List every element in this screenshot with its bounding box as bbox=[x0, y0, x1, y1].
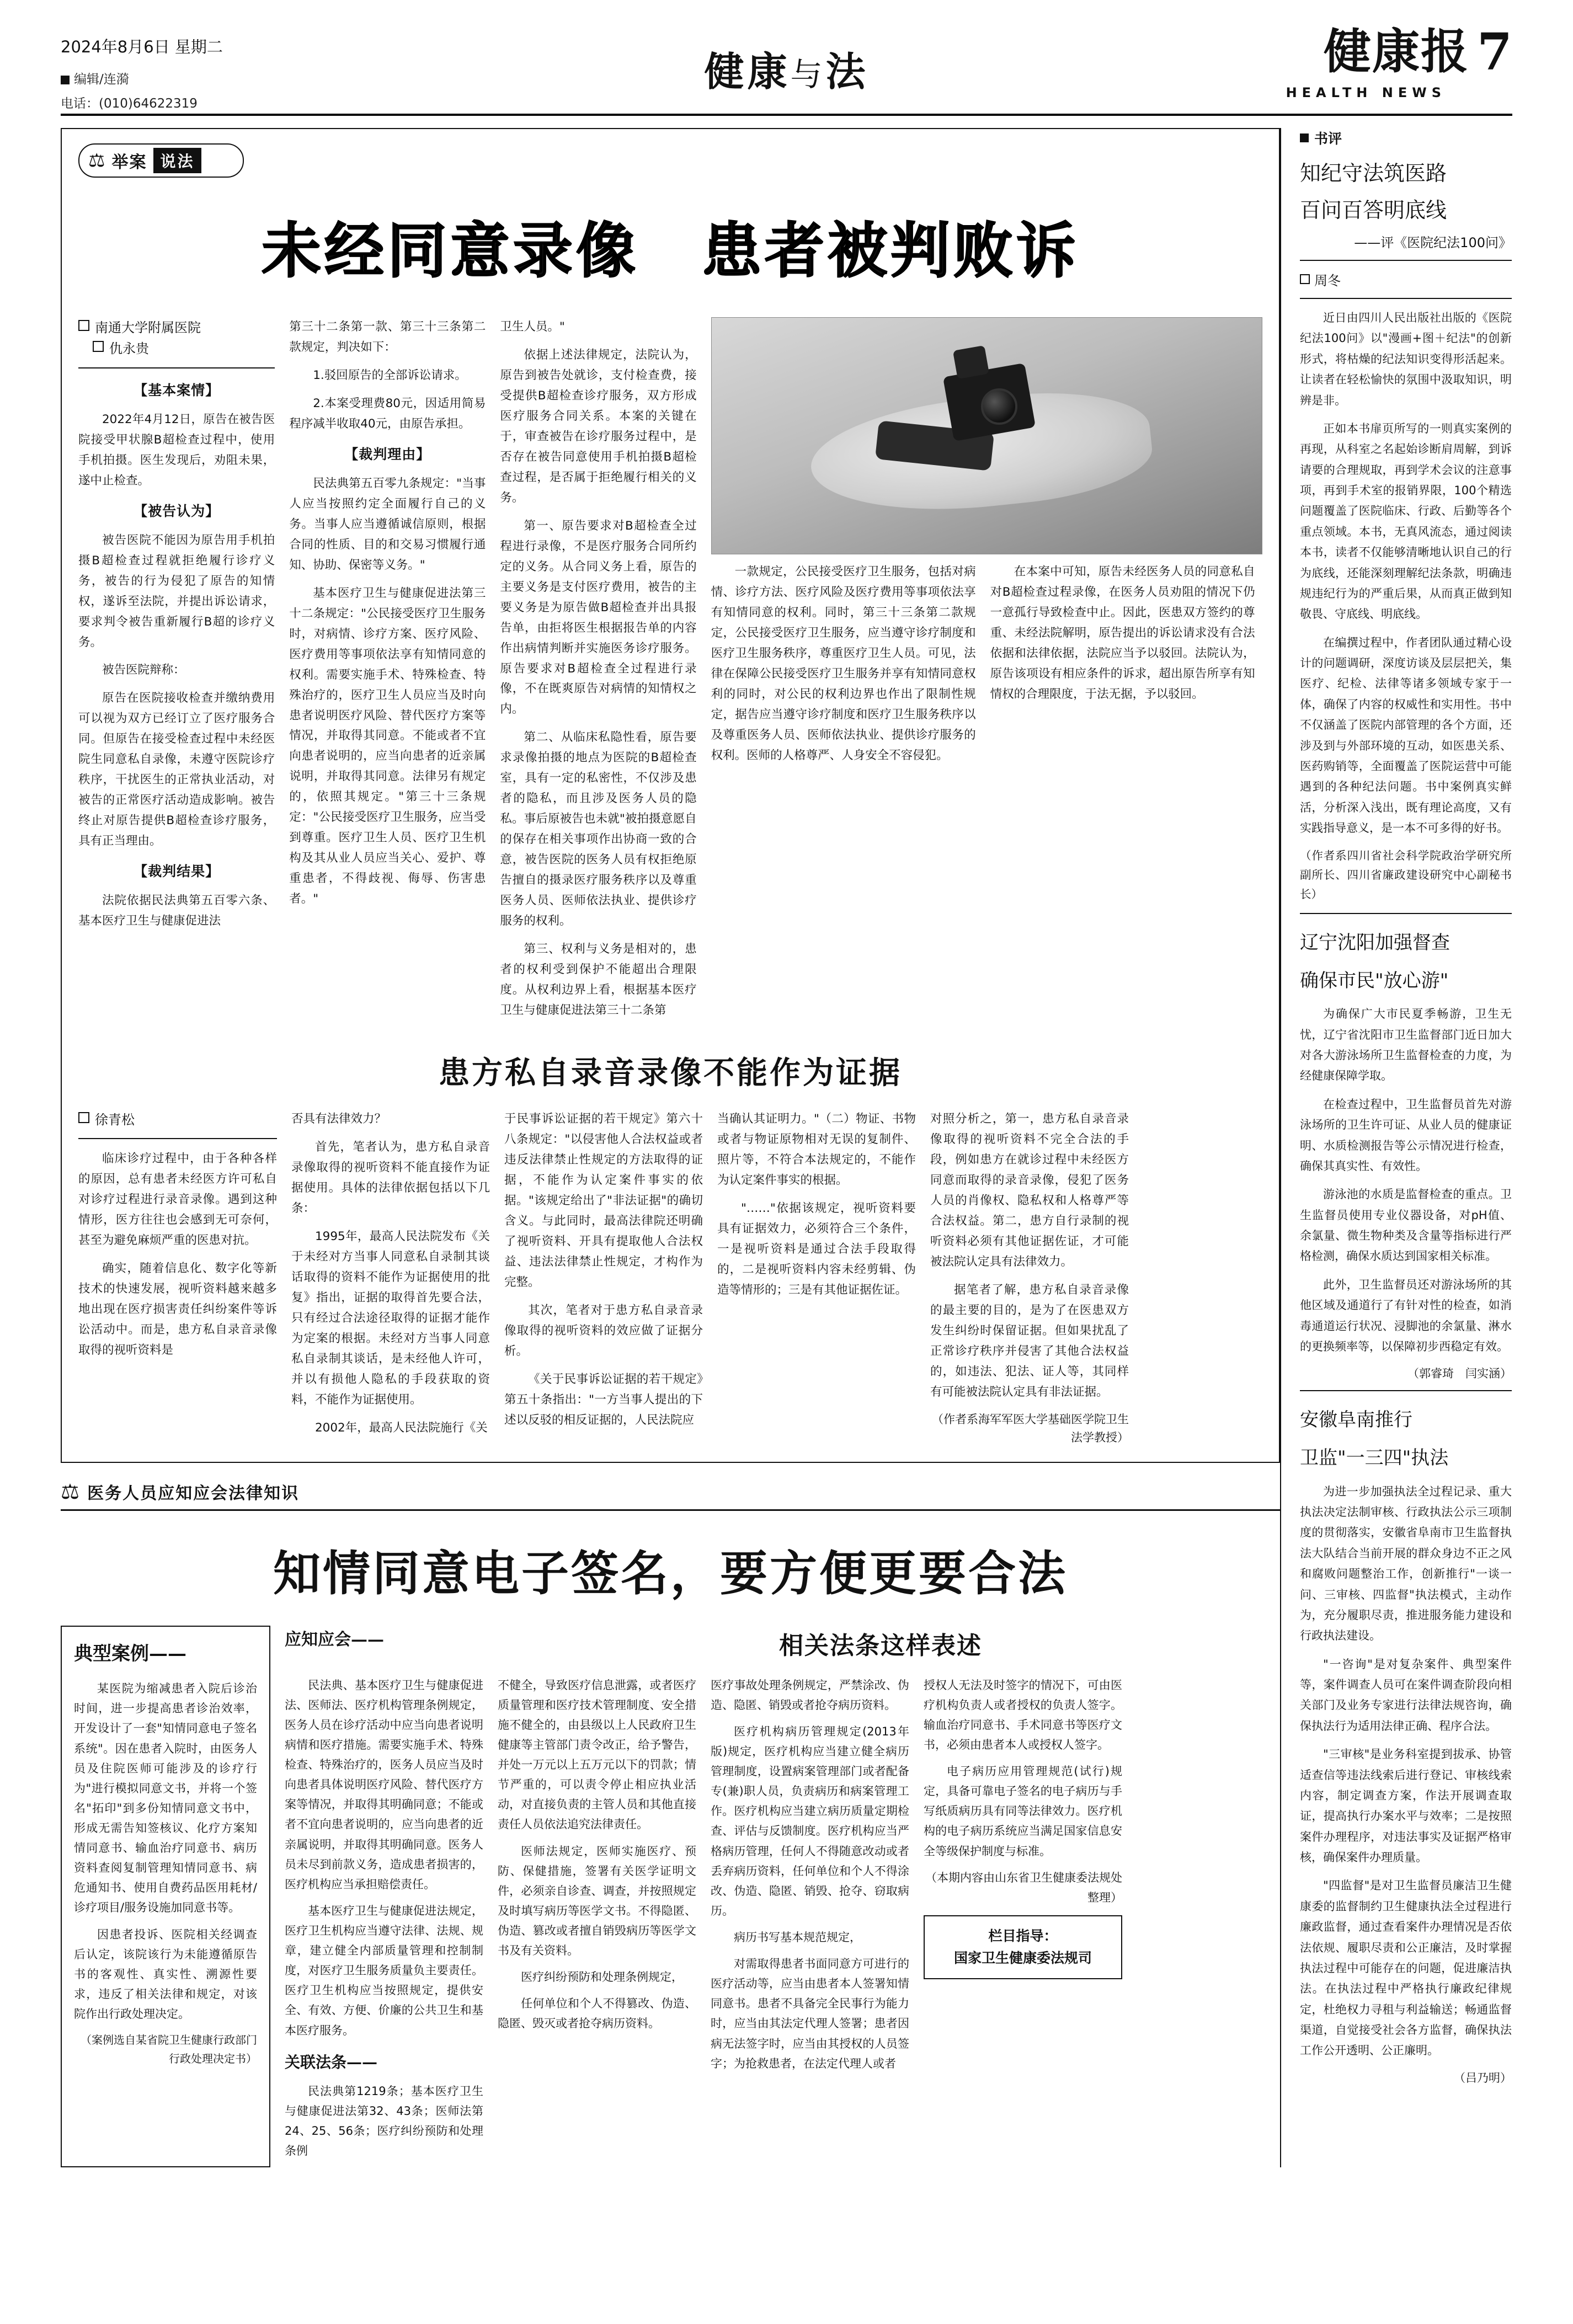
paragraph: 在检查过程中，卫生监督员首先对游泳场所的卫生许可证、从业人员的健康证明、水质检测报告等公示情况进行检查，确保其真实性、有效性。 bbox=[1300, 1097, 1512, 1173]
sidebar-credit-1: （作者系四川省社会科学院政治学研究所副所长、四川省廉政建设研究中心副秘书长） bbox=[1300, 849, 1512, 901]
badge-main-label: 举案 bbox=[111, 153, 147, 172]
paragraph: "一咨询"是对复杂案件、典型案件等，案件调查人员可在案件调查阶段向相关部门及业务专家进行法律法规咨询，确保执法行为适用法律正确、程序合法。 bbox=[1300, 1657, 1512, 1733]
column-guide-box bbox=[924, 1915, 1122, 1979]
paragraph: 第三十二条第一款、第三十三条第二款规定，判决如下： bbox=[289, 320, 486, 354]
square-bullet-icon bbox=[1300, 133, 1309, 142]
article-headline: 未经同意录像 患者被判败诉 bbox=[261, 216, 1079, 286]
paragraph: 医疗纠纷预防和处理条例规定， bbox=[521, 1970, 683, 1984]
sidebar-author-1: 周冬 bbox=[1300, 270, 1512, 289]
subarticle-column-2 bbox=[291, 1109, 490, 1447]
paragraph: 被告医院辩称： bbox=[102, 663, 185, 677]
publication-date: 2024年8月6日 星期二 bbox=[61, 38, 223, 56]
heading-result: 【裁判结果】 bbox=[134, 863, 220, 880]
paragraph: 近日由四川人民出版社出版的《医院纪法100问》以"漫画+图＋纪法"的创新形式，将枯燥的纪法知识变得形活起来。让读者在轻松愉快的氛围中汲取知识，明辨是非。 bbox=[1300, 311, 1512, 407]
paragraph: 当确认其证明力。"（二）物证、书物或者与物证原物相对无误的复制件、照片等，不符合本法规定的，不能作为认定案件事实的根据。 bbox=[717, 1112, 916, 1187]
related-law-subtitle: 关联法条—— bbox=[285, 2053, 378, 2071]
paragraph: 一款规定，公民接受医疗卫生服务，包括对病情、诊疗方法、医疗风险及医疗费用等事项依法享有知情同意的权利。同时，第三十三条第二款规定，公民接受医疗卫生服务，应当遵守诊疗制度和医疗卫生服务秩序，尊重医疗卫生人员。可见，法律在保障公民接受医疗卫生服务并享有知情同意权利的同时，对公民的权利边界也作出了限制性规定，据告应当遵守诊疗制度和医疗卫生服务秩序以及尊重医务人员、医师依法执业、提供诊疗服务的权利。医师的人格尊严、人身安全不容侵犯。 bbox=[711, 565, 976, 762]
law-column-2 bbox=[498, 1675, 696, 2168]
subarticle-author: 徐青松 bbox=[78, 1109, 277, 1130]
sidebar-title-3-line2: 卫监"一三四"执法 bbox=[1300, 1446, 1449, 1469]
paragraph: "四监督"是对卫生监督员廉洁卫生健康委的监督制约卫生健康执法全过程进行廉政监督，通过查看案件办理情况是否依法依规、履职尽责和公正廉洁，及时掌握执法过程中可能存在的问题，促进廉洁执法。在执法过程中严格执行廉政纪律规定，杜绝权力寻租与利益输送；畅通监督渠道，自觉接受社会各方监督，确保执法工作公开透明、公正廉明。 bbox=[1300, 1879, 1512, 2058]
sidebar-column bbox=[1280, 128, 1512, 2167]
subarticle-byline bbox=[78, 1109, 277, 1130]
paragraph: 基本医疗卫生与健康促进法第三十二条规定："公民接受医疗卫生服务时，对病情、诊疗方案、医疗风险、医疗费用等事项依法享有知情同意的权利。需要实施手术、特殊检查、特殊治疗的，医疗卫生人员应当及时向患者说明医疗风险、替代医疗方案等情况，并取得其同意。不能或者不宜向患者说明的，应当向患者的近亲属说明，并取得其同意。法律另有规定的，依照其规定。"第三十三条规定："公民接受医疗卫生服务，应当受到尊重。医疗卫生人员、医疗卫生机构及其从业人员应当关心、爱护、尊重患者，不得歧视、侮辱、伤害患者。" bbox=[289, 586, 486, 906]
paragraph: 正如本书扉页所写的一则真实案例的再现，从科室之名起始诊断肩周解，到诉请要的合理规取，再到学术会议的注意事项，再到手术室的报销界限，100个精选问题覆盖了医院临床、行政、后勤等各个重点领域。本书，无真风流态，通过阅读本书，读者不仅能够清晰地认识自己的行为底线，还能深刻理解纪法条款，明确违规违纪行为的严重后果，从而真正做到知敬畏、守底线、明底线。 bbox=[1300, 421, 1512, 621]
sidebar-signature-2: （郭睿琦 闫实涵） bbox=[1407, 1367, 1512, 1381]
article-lead bbox=[61, 128, 1280, 1463]
paragraph: 病历书写基本规范规定， bbox=[734, 1931, 861, 1944]
paragraph: 医疗事故处理条例规定，严禁涂改、伪造、隐匿、销毁或者抢夺病历资料。 bbox=[711, 1678, 909, 1712]
paragraph: 对需取得患者书面同意方可进行的医疗活动等，应当由患者本人签署知情同意书。患者不具备完全民事行为能力时，应当由其法定代理人签署；患者因病无法签字时，应当由其授权的人员签字；为抢救患者，在法定代理人或者 bbox=[711, 1957, 909, 2070]
paragraph: 某医院为缩减患者入院后诊治时间，进一步提高患者诊治效率，开发设计了一套"知情同意电子签名系统"。因在患者入院时，由医务人员及住院医师可能涉及的诊疗行为"进行模拟同意文书，并将一个签名"拓印"到多份知情同意文书中，形成无需告知签核议、化疗方案知情同意书、输血治疗同意书、病历资料查阅复制管理知情同意书、病危通知书、使用自费药品医用耗材/诊疗项目/服务设施加同意书等。 bbox=[74, 1682, 257, 1915]
paragraph: 卫生人员。" bbox=[500, 320, 565, 334]
article2-right bbox=[285, 1626, 1280, 2168]
paragraph: 法院依据民法典第五百零六条、基本医疗卫生与健康促进法 bbox=[78, 894, 275, 928]
guide-body: 国家卫生健康委法规司 bbox=[953, 1949, 1092, 1966]
sidebar-subtitle-1: ——评《医院纪法100问》 bbox=[1354, 235, 1512, 250]
paragraph: "……"依据该规定，视听资料要具有证据效力，必须符合三个条件，一是视听资料是通过合法手段取得的，二是视听资料内容未经剪辑、伪造等情形的；三是有其他证据佐证。 bbox=[717, 1201, 916, 1297]
article2-body bbox=[61, 1626, 1280, 2168]
sidebar-title-1-line2: 百问百答明底线 bbox=[1300, 198, 1447, 222]
heading-defendant: 【被告认为】 bbox=[134, 503, 220, 519]
paragraph: 否具有法律效力？ bbox=[291, 1112, 387, 1126]
law-column-3 bbox=[711, 1675, 909, 2168]
paragraph: 2022年4月12日，原告在被告医院接受甲状腺B超检查过程中，使用手机拍摄。医生发现后，劝阻未果，遂中止检查。 bbox=[78, 412, 275, 488]
phone-line: 电话：(010)64622319 bbox=[61, 96, 198, 111]
sidebar-tag-book-review bbox=[1300, 128, 1512, 148]
subarticle-column-4 bbox=[717, 1109, 916, 1447]
paragraph: 2002年，最高人民法院施行《关 bbox=[315, 1420, 488, 1435]
square-bullet-icon bbox=[61, 76, 70, 84]
scales-icon: ⚖ bbox=[61, 1479, 80, 1504]
article-column-3 bbox=[500, 317, 696, 1029]
paragraph: 在编撰过程中，作者团队通过精心设计的问题调研，深度访谈及层层把关，集医疗、纪检、法律等诸多领域专家于一体，确保了内容的权威性和实用性。书中不仅涵盖了医院内部管理的各个方面，还涉及到与外部环境的互动，如医患关系、医药购销等，全面覆盖了医院运营中可能遇到的各种纪法问题。书中案例真实鲜活，分析深入浅出，既有理论高度，又有实践指导意义，是一本不可多得的好书。 bbox=[1300, 635, 1512, 835]
divider bbox=[1300, 913, 1512, 914]
masthead-left bbox=[61, 32, 223, 116]
paragraph: 民法典、基本医疗卫生与健康促进法、医师法、医疗机构管理条例规定，医务人员在诊疗活动中应当向患者说明病情和医疗措施。需要实施手术、特殊检查、特殊治疗的，医务人员应当及时向患者具体说明医疗风险、替代医疗方案等情况，并取得其明确同意；不能或者不宜向患者说明的，应当向患者的近亲属说明，并取得其明确同意。医务人员未尽到前款义务，造成患者损害的，医疗机构应当承担赔偿责任。 bbox=[285, 1678, 483, 1891]
subarticle-headline: 患方私自录音录像不能作为证据 bbox=[439, 1054, 902, 1091]
section-title bbox=[704, 40, 868, 97]
paragraph: 第三、权利与义务是相对的，患者的权利受到保护不能超出合理限度。从权利边界上看，根据基本医疗卫生与健康促进法第三十二条第 bbox=[500, 942, 697, 1017]
law-section-title: 相关法条这样表述 bbox=[779, 1631, 982, 1660]
paragraph: "三审核"是业务科室提到拔承、协管适查信等违法线索后进行登记、审核线索内容，制定调查方案，作法开展调查取证，提高执行办案水平与效率；二是按照案件办理程序，对违法事实及证据严格审核，确保案件办理质量。 bbox=[1300, 1748, 1512, 1864]
typical-case-title: 典型案例—— bbox=[74, 1642, 186, 1665]
section-title-and: 与 bbox=[790, 56, 826, 93]
paragraph: 第二、从临床私隐性看，原告要求录像拍摄的地点为医院的B超检查室，具有一定的私密性，不仅涉及患者的隐私，而且涉及医务人员的隐私。事后原被告也未就"被拍摄意愿自的保存在相关事项作出协商一致的合意，被告医院的医务人员有权拒绝原告擅自的摄录医疗服务秩序以及尊重医务人员、医师依法执业、提供诊疗服务的权利。 bbox=[500, 730, 697, 928]
paragraph: 对照分析之，第一，患方私自录音录像取得的视听资料不完全合法的手段，例如患方在就诊过程中未经医方同意而取得的录音录像，侵犯了医务人员的肖像权、隐私权和人格尊严等合法权益。第二，患方自行录制的视听资料必须有其他证据佐证，才可能被法院认定具有法律效力。 bbox=[930, 1112, 1129, 1269]
masthead bbox=[61, 0, 1512, 116]
paragraph: 确实，随着信息化、数字化等新技术的快速发展，视听资料越来越多地出现在医疗损害责任纠纷案件等诉讼活动中。而是，患方私自录音录像取得的视听资料是 bbox=[78, 1262, 277, 1358]
paragraph: 其次，笔者对于患方私自录音录像取得的视听资料的效应做了证据分析。 bbox=[504, 1303, 703, 1358]
byline bbox=[78, 317, 275, 360]
article-column-4 bbox=[711, 317, 1262, 1029]
article-column-2 bbox=[289, 317, 486, 1029]
law-columns bbox=[285, 1675, 1280, 2168]
paragraph: 2.本案受理费80元，因适用简易程序减半收取40元，由原告承担。 bbox=[289, 396, 486, 431]
paragraph: 《关于民事诉讼证据的若干规定》第五十条指出："一方当事人提出的下述以反驳的相反证据的，人民法院应 bbox=[504, 1372, 703, 1427]
paragraph: 任何单位和个人不得篡改、伪造、隐匿、毁灭或者抢夺病历资料。 bbox=[498, 1997, 696, 2031]
paragraph: 首先，笔者认为，患方私自录音录像取得的视听资料不能直接作为证据使用。具体的法律依据包括以下几条： bbox=[291, 1140, 490, 1215]
paragraph: 民法典第1219条；基本医疗卫生与健康促进法第32、43条；医师法第24、25、56条；医疗纠纷预防和处理条例 bbox=[285, 2084, 483, 2158]
subarticle-column-1 bbox=[78, 1109, 277, 1447]
section-title-part1: 健康 bbox=[704, 48, 791, 95]
sidebar-title-2-line2: 确保市民"放心游" bbox=[1300, 969, 1449, 992]
guide-label: 栏目指导： bbox=[988, 1927, 1058, 1944]
paragraph: 第一、原告要求对B超检查全过程进行录像，不是医疗服务合同所约定的义务。从合同义务上看，原告的主要义务是支付医疗费用，被告的主要义务是为原告做B超检查并出具报告单，由拒将医生根据报告单的内容作出病情判断并实施医务诊疗服务。原告要求对B超检查全过程进行录像，不在既爽原告对病情的知情权之内。 bbox=[500, 519, 697, 717]
paragraph: 因患者投诉、医院相关经调查后认定，该院该行为未能遵循原告书的客观性、真实性、溯源性要求，违反了相关法律和规定，对该院作出行政处理决定。 bbox=[74, 1927, 257, 2021]
paragraph: 不健全，导致医疗信息泄露，或者医疗质量管理和医疗技术管理制度、安全措施不健全的，由县级以上人民政府卫生健康等主管部门责令改正，给予警告，并处一万元以上五万元以下的罚款；情节严重的，可以责令停止相应执业活动，对直接负责的主管人员和其他直接责任人员依法追究法律责任。 bbox=[498, 1678, 696, 1831]
paragraph: 在本案中可知，原告未经医务人员的同意私自对B超检查过程录像，在医务人员劝阻的情况下仍一意孤行导致检查中止。因此，医患双方签约的尊重、未经法院解明，原告提出的诉讼请求没有合法依据和法律依据，法院应当予以驳回。法院认为，原告该项设有相应条件的诉求，超出原告所享有知情权的合理限度，于法无据，予以驳回。 bbox=[990, 565, 1255, 701]
photo-caption-columns bbox=[711, 562, 1262, 774]
paragraph: 民法典第五百零九条规定："当事人应当按照约定全面履行自己的义务。当事人应当遵循诚信原则，根据合同的性质、目的和交易习惯履行通知、协助、保密等义务。" bbox=[289, 476, 486, 572]
article-second bbox=[61, 1479, 1280, 2168]
law-source: （本期内容由山东省卫生健康委法规处整理） bbox=[925, 1871, 1122, 1904]
paragraph: 依据上述法律规定，法院认为，原告到被告处就诊，支付检查费，接受提供B超检查诊疗服务，双方形成医疗服务合同关系。本案的关键在于，审查被告在诊疗服务过程中，是否存在被告同意使用手机拍摄B超检查过程，是否属于拒绝履行相关的义务。 bbox=[500, 348, 697, 505]
newspaper-logo: 健康报 bbox=[1323, 24, 1469, 79]
heading-reason: 【裁判理由】 bbox=[344, 446, 431, 462]
should-know-title: 应知应会—— bbox=[285, 1630, 384, 1649]
article-badge bbox=[78, 143, 244, 178]
sidebar-tag-label: 书评 bbox=[1314, 131, 1342, 147]
paragraph: 为进一步加强执法全过程记录、重大执法决定法制审核、行政执法公示三项制度的贯彻落实，安徽省阜南市卫生监督执法大队结合当前开展的群众身边不正之风和腐败问题整治工作，创新推行"一谈一问、三审核、四监督"执法模式，主动作为，充分履职尽责，推进服务能力建设和行政执法建设。 bbox=[1300, 1484, 1512, 1643]
divider bbox=[78, 1138, 277, 1139]
sidebar-title-1-line1: 知纪守法筑医路 bbox=[1300, 161, 1447, 185]
byline-org: 南通大学附属医院 bbox=[78, 317, 275, 338]
paragraph: 1.驳回原告的全部诉讼请求。 bbox=[313, 368, 467, 382]
editor-name: 编辑/连漪 bbox=[74, 72, 129, 87]
paragraph: 1995年，最高人民法院发布《关于未经对方当事人同意私自录制其谈话取得的资料不能作为证据使用的批复》指出，证据的取得首先要合法，只有经过合法途径取得的证据才能作为定案的根据。未经对方当事人同意私自录制其谈话，是未经他人许可，并以有损他人隐私的手段获取的资料，不能作为证据使用。 bbox=[291, 1229, 490, 1407]
sidebar-title-2-line1: 辽宁沈阳加强督查 bbox=[1300, 931, 1450, 954]
divider bbox=[1300, 298, 1512, 299]
newspaper-logo-en: HEALTH NEWS bbox=[1286, 85, 1446, 100]
paragraph: 电子病历应用管理规范(试行)规定，具备可靠电子签名的电子病历与手写纸质病历具有同等法律效力。医疗机构的电子病历系统应当满足国家信息安全等级保护制度与标准。 bbox=[924, 1765, 1122, 1858]
case-source: （案例选自某省院卫生健康行政部门行政处理决定书） bbox=[81, 2033, 257, 2066]
paragraph: 游泳池的水质是监督检查的重点。卫生监督员使用专业仪器设备，对pH值、余氯量、微生物种类及含量等指标进行严格检测，确保水质达到国家相关标准。 bbox=[1300, 1188, 1512, 1263]
badge-sub-label: 说法 bbox=[153, 148, 201, 173]
article-columns bbox=[78, 317, 1262, 1029]
main-column bbox=[61, 128, 1280, 2167]
subarticle-author-note: （作者系海军军医大学基础医学院卫生法学教授） bbox=[932, 1412, 1129, 1445]
paragraph: 此外，卫生监督员还对游泳场所的其他区域及通道行了有针对性的检查，如消毒通道运行状况、浸脚池的余氯量、淋水的更换频率等，以保障初步西稳定有效。 bbox=[1300, 1278, 1512, 1353]
scales-icon: ⚖ bbox=[88, 149, 105, 172]
paragraph: 被告医院不能因为原告用手机拍摄B超检查过程就拒绝履行诊疗义务，被告的行为侵犯了原告的知情权，遂诉至法院，并提出诉讼请求，要求判令被告重新履行B超的诊疗义务。 bbox=[78, 533, 275, 649]
law-column-4 bbox=[924, 1675, 1122, 2168]
paragraph: 原告在医院接收检查并缴纳费用可以视为双方已经订立了医疗服务合同。但原告在接受检查过程中未经医院生同意私自录像，未遵守医院诊疗秩序，干扰医生的正常执业活动，对被告的正常医疗活动造成影响。被告终止对原告提供B超检查诊疗服务，具有正当理由。 bbox=[78, 691, 275, 848]
article-photo bbox=[711, 317, 1262, 554]
paragraph: 为确保广大市民夏季畅游，卫生无忧，辽宁省沈阳市卫生监督部门近日加大对各大游泳场所卫生监督检查的力度，为经健康保障学取。 bbox=[1300, 1007, 1512, 1083]
editor-line bbox=[61, 68, 223, 92]
heading-basic-case: 【基本案情】 bbox=[134, 382, 220, 398]
article2-headline: 知情同意电子签名，要方便更要合法 bbox=[273, 1545, 1068, 1601]
paragraph: 基本医疗卫生与健康促进法规定，医疗卫生机构应当遵守法律、法规、规章，建立健全内部质量管理和控制制度，对医疗卫生服务质量负主要责任。医疗卫生机构应当按照规定，提供安全、有效、方便、价廉的公共卫生和基本医疗服务。 bbox=[285, 1904, 483, 2037]
divider bbox=[78, 367, 275, 368]
divider bbox=[1300, 260, 1512, 261]
page-body bbox=[61, 116, 1512, 2167]
masthead-right bbox=[1286, 22, 1512, 100]
paragraph: 临床诊疗过程中，由于各种各样的原因，总有患者未经医方许可私自对诊疗过程进行录音录像。遇到这种情形，医方往往也会感到无可奈何，甚至为避免麻烦严重的医患对抗。 bbox=[78, 1152, 277, 1248]
article2-badge bbox=[61, 1479, 1280, 1511]
paragraph: 于民事诉讼证据的若干规定》第六十八条规定："以侵害他人合法权益或者违反法律禁止性规定的方法取得的证据，不能作为认定案件事实的依据。"该规定给出了"非法证据"的确切含义。与此同时，最高法律院还明确了视听资料、开具有提取他人合法权益、违法法律禁止性规定，才构作为完整。 bbox=[504, 1112, 703, 1289]
divider bbox=[1300, 1390, 1512, 1391]
section-title-part2: 法 bbox=[825, 48, 869, 95]
law-column-1 bbox=[285, 1675, 483, 2168]
should-know-column bbox=[285, 1626, 467, 1675]
paragraph: 医师法规定，医师实施医疗、预防、保健措施，签署有关医学证明文件，必须亲自诊查、调查，并按照规定及时填写病历等医学文书。不得隐匿、伪造、篡改或者擅自销毁病历等医学文书及有关资料。 bbox=[498, 1844, 696, 1958]
subarticle-columns bbox=[78, 1109, 1262, 1447]
typical-case-box bbox=[61, 1626, 270, 2168]
byline-author: 仇永贵 bbox=[78, 338, 275, 359]
page-number: 7 bbox=[1476, 22, 1512, 82]
sidebar-signature-3: （吕乃明） bbox=[1454, 2071, 1512, 2085]
article2-badge-label: 医务人员应知应会法律知识 bbox=[87, 1483, 300, 1503]
paragraph: 医疗机构病历管理规定(2013年版)规定，医疗机构应当建立健全病历管理制度，设置病案管理部门或者配备专(兼)职人员，负责病历和病案管理工作。医疗机构应当建立病历质量定期检查、评估与反馈制度。医疗机构应当严格病历管理，任何人不得随意改动或者丢弃病历资料，任何单位和个人不得涂改、伪造、隐匿、销毁、抢夺、窃取病历。 bbox=[711, 1724, 909, 1917]
paragraph: 据笔者了解，患方私自录音录像的最主要的目的，是为了在医患双方发生纠纷时保留证据。但如果扰乱了正常诊疗秩序并侵害了其他合法权益的，如违法、犯法、证人等，其同样有可能被法院认定具有非法证据。 bbox=[930, 1283, 1129, 1399]
article-column-1 bbox=[78, 317, 275, 1029]
subarticle-column-3 bbox=[504, 1109, 703, 1447]
paragraph: 授权人无法及时签字的情况下，可由医疗机构负责人或者授权的负责人签字。输血治疗同意书、手术同意书等医疗文书，必须由患者本人或授权人签字。 bbox=[924, 1678, 1122, 1752]
subarticle-column-5 bbox=[930, 1109, 1129, 1447]
sidebar-title-3-line1: 安徽阜南推行 bbox=[1300, 1409, 1412, 1431]
